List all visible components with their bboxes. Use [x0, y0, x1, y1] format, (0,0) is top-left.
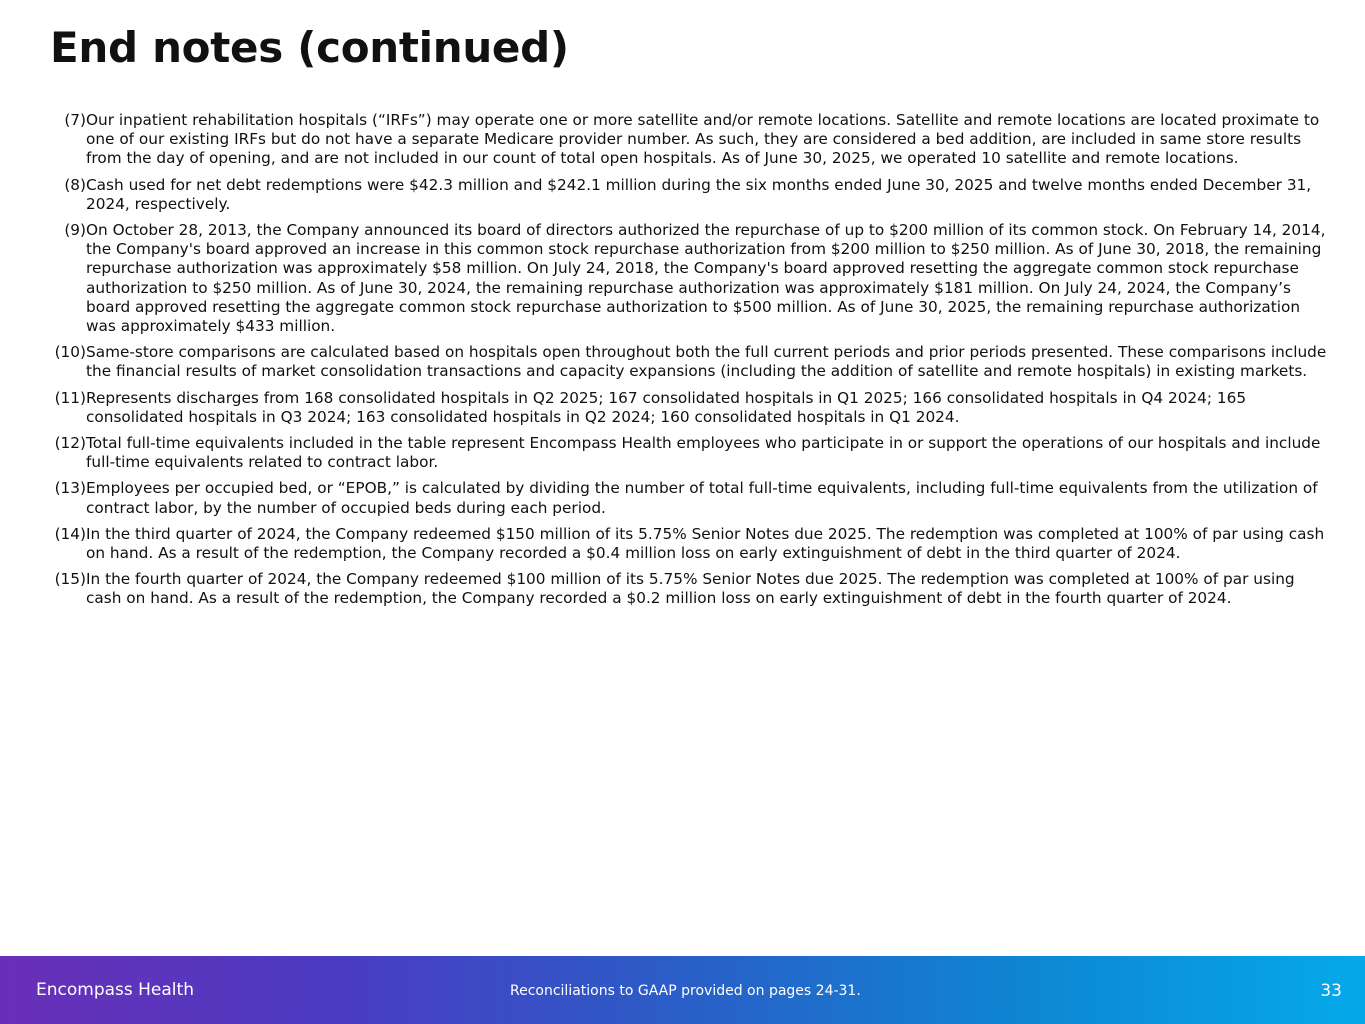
end-note-text: In the third quarter of 2024, the Company redeemed $150 million of its 5.75% Senior Notes due 2025. The redemption was completed at 100% of par using cash on hand. As a result of the redemption, the Company recorded a $0.4 million loss on early extinguishment of debt in the third quarter of 2024. — [86, 524, 1325, 563]
end-note-7 — [40, 111, 1330, 169]
footer-brand: Encompass Health — [36, 980, 194, 1000]
end-note-14 — [40, 525, 1330, 563]
end-note-text: In the fourth quarter of 2024, the Company redeemed $100 million of its 5.75% Senior Notes due 2025. The redemption was completed at 100% of par using cash on hand. As a result of the redemption, the Company recorded a $0.2 million loss on early extinguishment of debt in the fourth quarter of 2024. — [86, 570, 1295, 608]
end-note-12 — [40, 434, 1330, 472]
end-note-text: Same-store comparisons are calculated based on hospitals open throughout both the full current periods and prior periods presented. These comparisons include the financial results of market consolidation transactions and capacity expansions (including the addition of satellite and remote hospitals) in existing markets. — [86, 343, 1327, 381]
end-note-15 — [40, 570, 1330, 608]
end-note-number: (14) — [54, 524, 86, 543]
end-note-13 — [40, 479, 1330, 517]
end-note-text: Total full-time equivalents included in the table represent Encompass Health employees who participate in or support the operations of our hospitals and include full-time equivalents related to contract labor. — [86, 434, 1321, 472]
footer-bar — [0, 956, 1365, 1024]
end-note-number: (7) — [64, 111, 86, 129]
end-note-number: (10) — [54, 343, 86, 362]
page-number: 33 — [1320, 981, 1342, 1001]
footer-reconciliation-note: Reconciliations to GAAP provided on pages 24-31. — [510, 983, 861, 999]
end-note-text: Cash used for net debt redemptions were $42.3 million and $242.1 million during the six months ended June 30, 2025 and twelve months ended December 31, 2024, respectively. — [86, 175, 1312, 213]
page-title: End notes (continued) — [50, 23, 569, 72]
end-note-11 — [40, 389, 1330, 427]
end-note-text: Represents discharges from 168 consolidated hospitals in Q2 2025; 167 consolidated hospitals in Q1 2025; 166 consolidated hospitals in Q4 2024; 165 consolidated hospitals in Q3 2024; 163 consolidated hospitals in Q2 2024; 160 consolidated hospitals in Q1 2024. — [86, 388, 1247, 426]
end-note-text: Our inpatient rehabilitation hospitals (“IRFs”) may operate one or more satellite and/or remote locations. Satellite and remote locations are located proximate to one of our existing IRFs but do not have a separate Medicare provider number. As such, they are considered a bed addition, are included in same store results from the day of opening, and are not included in our count of total open hospitals. As of June 30, 2025, we operated 10 satellite and remote locations. — [86, 111, 1320, 168]
end-note-8 — [40, 176, 1330, 214]
end-note-text: On October 28, 2013, the Company announced its board of directors authorized the repurchase of up to $200 million of its common stock. On February 14, 2014, the Company's board approved an increase in this common stock repurchase authorization from $200 million to $250 million. As of June 30, 2018, the remaining repurchase authorization was approximately $58 million. On July 24, 2018, the Company's board approved resetting the aggregate common stock repurchase authorization to $250 million. As of June 30, 2024, the remaining repurchase authorization was approximately $181 million. On July 24, 2024, the Company’s board approved resetting the aggregate common stock repurchase authorization to $500 million. As of June 30, 2025, the remaining repurchase authorization was approximately $433 million. — [86, 221, 1326, 336]
end-note-10 — [40, 343, 1330, 381]
end-note-9 — [40, 221, 1330, 336]
end-note-number: (8) — [64, 175, 86, 194]
end-note-text: Employees per occupied bed, or “EPOB,” is calculated by dividing the number of total full-time equivalents, including full-time equivalents from the utilization of contract labor, by the number of occupied beds during each period. — [86, 479, 1318, 517]
end-note-number: (11) — [54, 388, 86, 407]
end-notes-list — [40, 111, 1330, 616]
end-note-number: (12) — [54, 434, 86, 453]
end-note-number: (13) — [54, 479, 86, 498]
end-note-number: (15) — [54, 570, 86, 589]
end-note-number: (9) — [64, 221, 86, 240]
